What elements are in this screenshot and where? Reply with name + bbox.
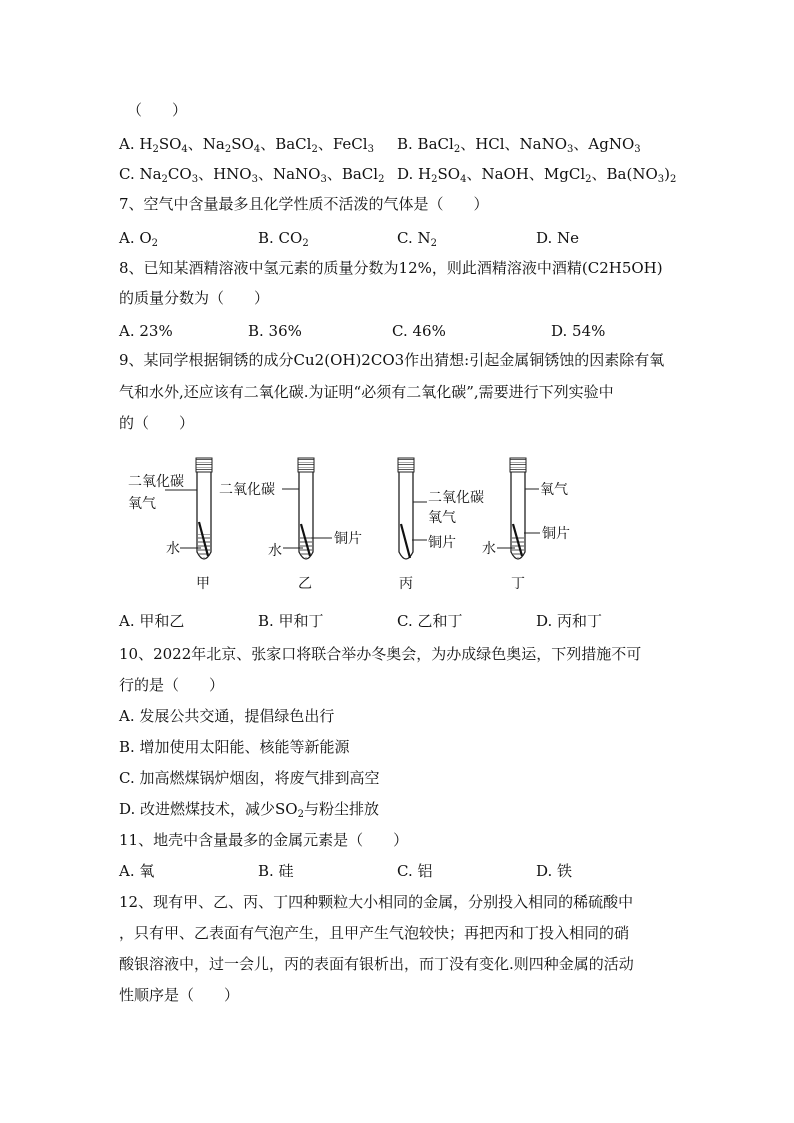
tube-ding-caption: 丁 — [511, 576, 525, 592]
q6-option-d[interactable]: D. $H_2SO_4$、NaOH、MgCl$_2$、$Ba(NO_3)_2$ — [397, 165, 677, 185]
test-tube-jia — [128, 458, 212, 592]
tube-ding-label-water: 水 — [482, 541, 496, 557]
tube-bing-caption: 丙 — [399, 576, 413, 592]
tube-ding-label-o2: 氧气 — [540, 482, 568, 498]
q7-option-d[interactable]: D. Ne — [536, 229, 580, 247]
tube-jia-label-o2: 氧气 — [128, 496, 156, 512]
q11-option-a[interactable]: A. 氧 — [119, 862, 155, 880]
tube-ding-label-copper: 铜片 — [542, 526, 570, 542]
tube-yi-label-co2: 二氧化碳 — [219, 482, 275, 498]
q10-option-a[interactable]: A. 发展公共交通，提倡绿色出行 — [119, 707, 335, 725]
q9-option-b[interactable]: B. 甲和丁 — [258, 612, 324, 630]
q9-stem-line2: 气和水外,还应该有二氧化碳.为证明“必须有二氧化碳”,需要进行下列实验中 — [119, 383, 614, 401]
q8-stem-line2: 的质量分数为（ ） — [119, 289, 270, 307]
q7-option-a[interactable]: A. $O_2$ — [119, 229, 159, 249]
q8-option-a[interactable]: A. 23% — [119, 322, 173, 340]
q10-option-d[interactable]: D. 改进燃煤技术，减少$SO_2$与粉尘排放 — [119, 800, 379, 820]
q10-stem-line1: 10、2022年北京、张家口将联合举办冬奥会，为办成绿色奥运，下列措施不可 — [119, 645, 642, 663]
q9-option-a[interactable]: A. 甲和乙 — [119, 612, 185, 630]
q8-option-d[interactable]: D. 54% — [551, 322, 606, 340]
tube-bing-label-co2: 二氧化碳 — [428, 490, 484, 506]
q11-option-c[interactable]: C. 铝 — [397, 862, 433, 880]
q9-experiment-figure — [0, 452, 794, 602]
test-tube-yi — [219, 458, 362, 592]
q6-option-a[interactable]: A. $H_2SO_4$、$Na_2SO_4$、BaCl$_2$、FeCl$_3$ — [119, 135, 374, 155]
q8-option-c[interactable]: C. 46% — [392, 322, 446, 340]
q10-option-b[interactable]: B. 增加使用太阳能、核能等新能源 — [119, 738, 350, 756]
q6-paren: （ ） — [127, 101, 188, 119]
q11-option-d[interactable]: D. 铁 — [536, 862, 573, 880]
q6-option-c[interactable]: C. $Na_2CO_3$、$HNO_3$、NaNO$_3$、BaCl$_2$ — [119, 165, 385, 185]
q9-stem-line3: 的（ ） — [119, 414, 195, 432]
q7-option-b[interactable]: B. $CO_2$ — [258, 229, 309, 249]
test-tube-ding — [482, 458, 570, 592]
q11-option-b[interactable]: B. 硅 — [258, 862, 294, 880]
q10-option-c[interactable]: C. 加高燃煤锅炉烟囱，将废气排到高空 — [119, 769, 380, 787]
q10-stem-line2: 行的是（ ） — [119, 676, 225, 694]
q6-option-b[interactable]: B. BaCl$_2$、HCl、NaNO$_3$、AgNO$_3$ — [397, 135, 641, 155]
tube-jia-caption: 甲 — [196, 576, 210, 592]
q8-option-b[interactable]: B. 36% — [248, 322, 302, 340]
tube-yi-caption: 乙 — [298, 576, 312, 592]
tube-jia-label-co2: 二氧化碳 — [128, 474, 184, 490]
q12-stem-line3: 酸银溶液中，过一会儿，丙的表面有银析出，而丁没有变化.则四种金属的活动 — [119, 955, 634, 973]
tube-bing-label-o2: 氧气 — [428, 510, 456, 526]
q9-stem-line1: 9、某同学根据铜锈的成分Cu2(OH)2CO3作出猜想:引起金属铜锈蚀的因素除有氧 — [119, 351, 665, 369]
q12-stem-line2: ，只有甲、乙表面有气泡产生，且甲产生气泡较快；再把丙和丁投入相同的硝 — [119, 924, 630, 942]
q11-stem: 11、地壳中含量最多的金属元素是（ ） — [119, 831, 409, 849]
tube-bing-label-copper: 铜片 — [428, 535, 456, 551]
tube-jia-label-water: 水 — [166, 541, 180, 557]
q12-stem-line1: 12、现有甲、乙、丙、丁四种颗粒大小相同的金属，分别投入相同的稀硫酸中 — [119, 893, 634, 911]
q7-stem: 7、空气中含量最多且化学性质不活泼的气体是（ ） — [119, 195, 489, 213]
q9-option-d[interactable]: D. 丙和丁 — [536, 612, 603, 630]
tube-yi-label-copper: 铜片 — [334, 531, 362, 547]
q9-option-c[interactable]: C. 乙和丁 — [397, 612, 463, 630]
q8-stem-line1: 8、已知某酒精溶液中氢元素的质量分数为12%，则此酒精溶液中酒精(C2H5OH) — [119, 259, 663, 277]
test-tube-bing — [398, 458, 484, 592]
q12-stem-line4: 性顺序是（ ） — [119, 986, 240, 1004]
tube-yi-label-water: 水 — [268, 543, 282, 559]
q7-option-c[interactable]: C. $N_2$ — [397, 229, 437, 249]
